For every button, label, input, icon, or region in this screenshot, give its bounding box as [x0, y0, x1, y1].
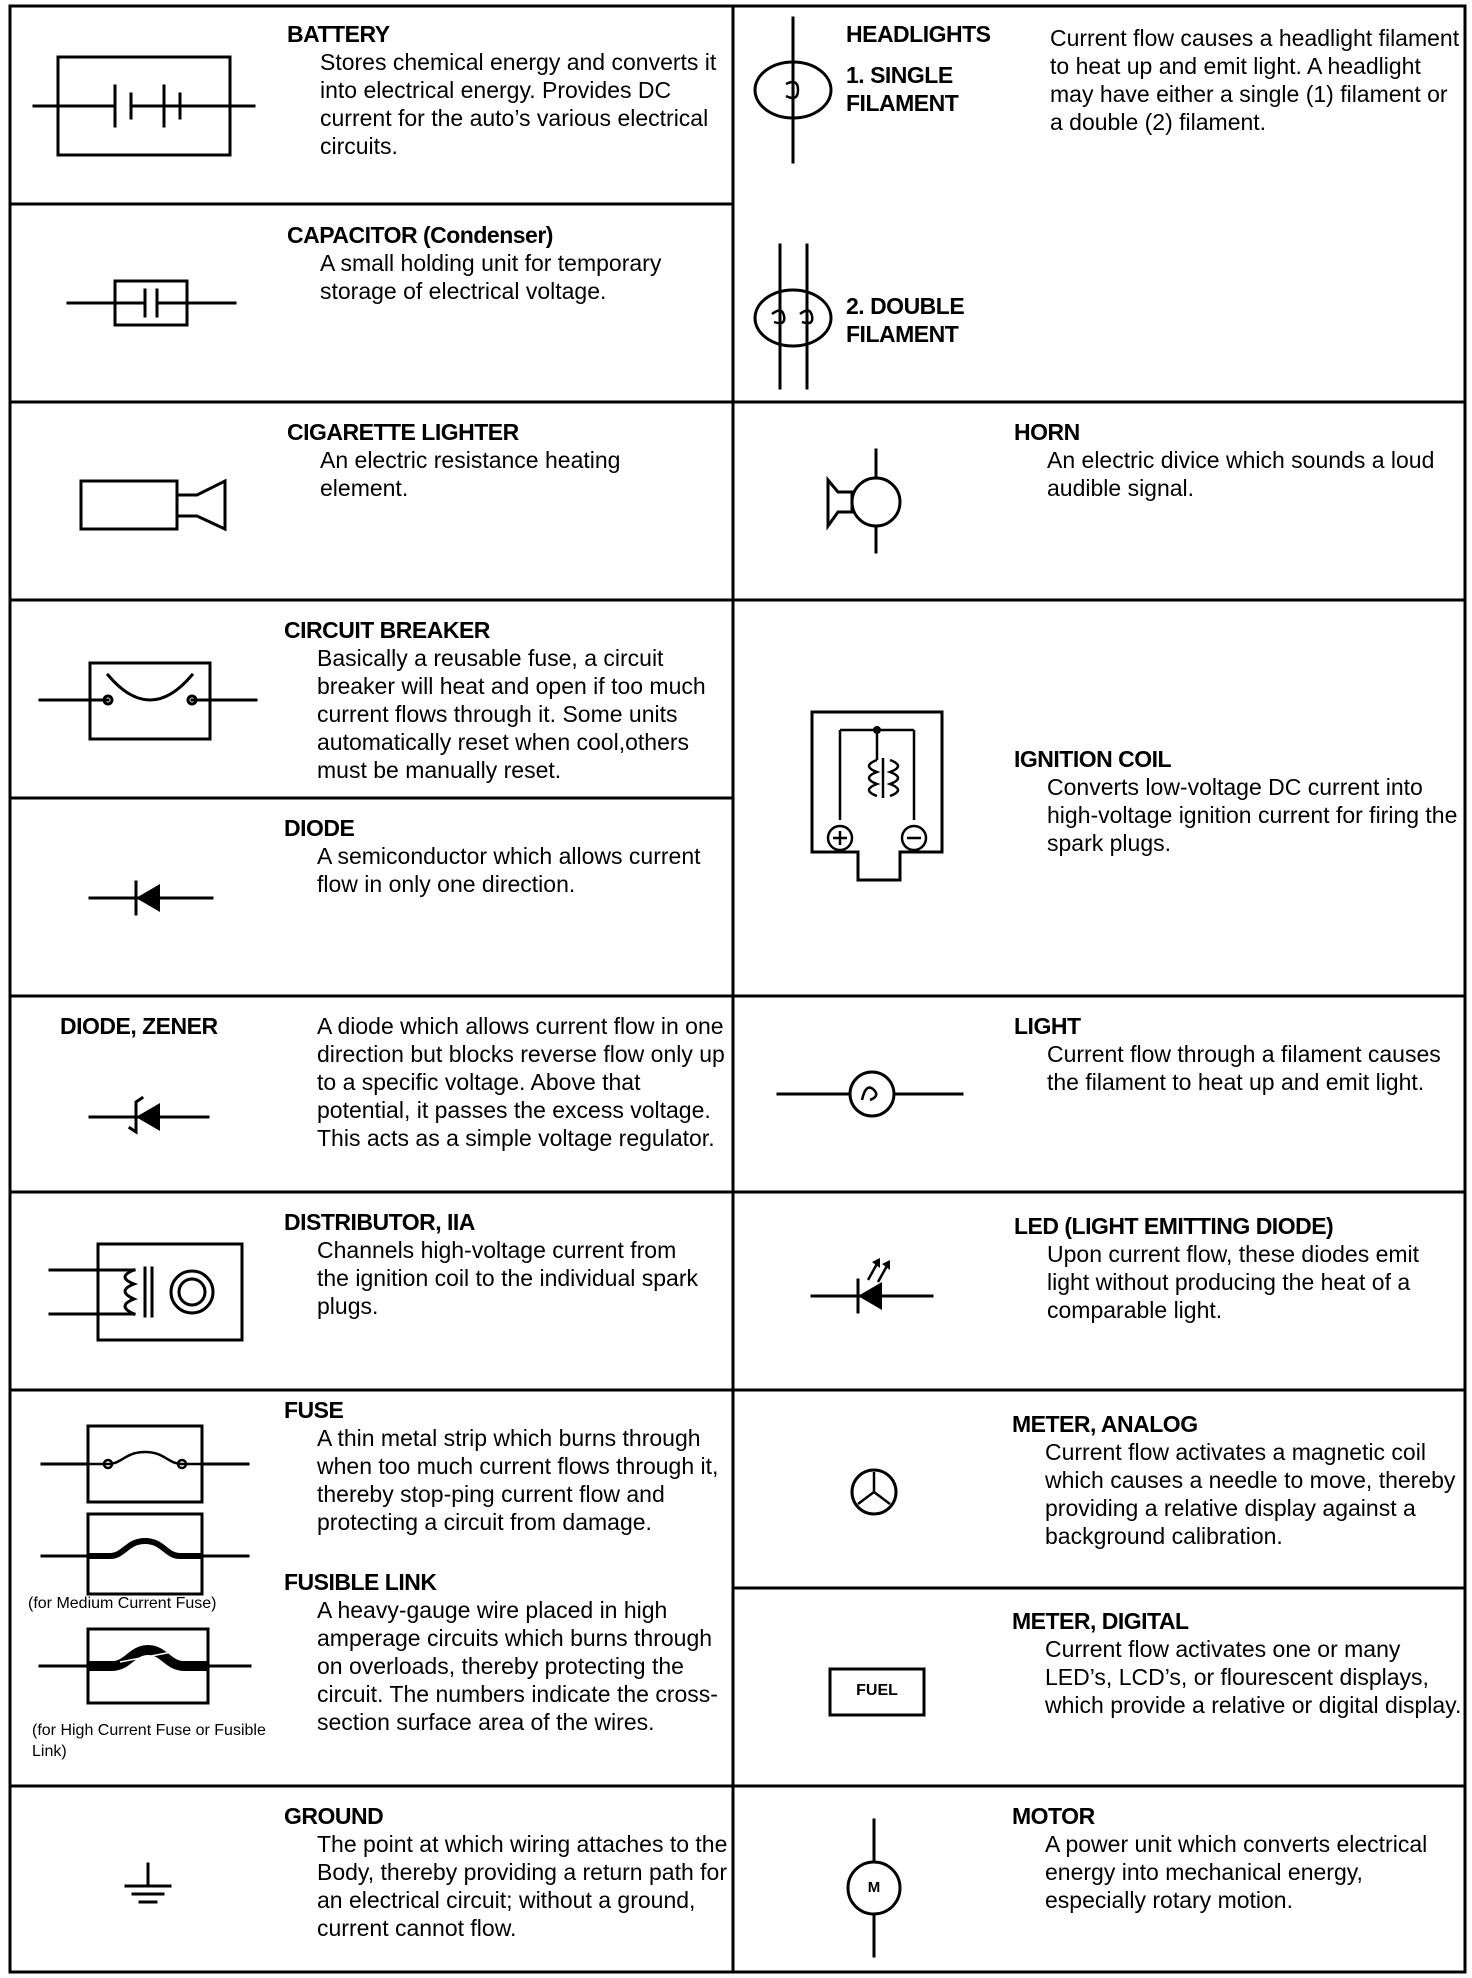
led-symbol — [812, 1258, 932, 1312]
motor-cell — [1012, 1802, 1462, 1914]
fusible-link-title: FUSIBLE LINK — [284, 1569, 437, 1595]
headlights-desc: Current flow causes a headlight filament to heat up and emit light. A headlight may have either a single (1) filament or a double (2) filament. — [1050, 25, 1460, 135]
distributor-cell — [284, 1208, 704, 1320]
ignition-coil-cell — [1014, 745, 1459, 857]
motor-title: MOTOR — [1012, 1803, 1095, 1829]
ground-title: GROUND — [284, 1803, 384, 1829]
distributor-desc: Channels high-voltage current from the ignition coil to the individual spark plugs. — [317, 1237, 699, 1319]
capacitor-title: CAPACITOR (Condenser) — [287, 222, 553, 248]
meter-digital-desc: Current flow activates one or many LED’s, LCD’s, or flourescent displays, which provide a relative or digital display. — [1045, 1636, 1462, 1718]
diode-title: DIODE — [284, 815, 355, 841]
meter-analog-title: METER, ANALOG — [1012, 1411, 1198, 1437]
headlight-double-label: 2. DOUBLE FILAMENT — [846, 293, 965, 347]
light-desc: Current flow through a filament causes the filament to heat up and emit light. — [1047, 1041, 1441, 1095]
light-cell — [1014, 1012, 1459, 1096]
ground-symbol — [126, 1864, 170, 1902]
battery-cell — [287, 20, 727, 160]
fuel-display-text: FUEL — [856, 1682, 898, 1699]
battery-symbol — [34, 57, 254, 155]
diode-symbol — [90, 882, 212, 914]
meter-analog-desc: Current flow activates a magnetic coil which causes a needle to move, thereby providing a relative display against a background calibration. — [1045, 1439, 1456, 1549]
headlight-double-symbol — [755, 245, 831, 388]
ignition-coil-symbol — [812, 712, 942, 880]
cigarette-lighter-cell — [287, 418, 717, 502]
meter-analog-cell — [1012, 1410, 1462, 1550]
fuse-high-caption: (for High Current Fuse or Fusible Link) — [32, 1722, 266, 1760]
meter-digital-title: METER, DIGITAL — [1012, 1608, 1189, 1634]
light-title: LIGHT — [1014, 1013, 1081, 1039]
fusible-link-desc: A heavy-gauge wire placed in high amperage circuits which burns through on overloads, thereby protecting the circuit. The numbers indicate the cross-section surface area of the wires. — [317, 1597, 718, 1735]
diode-desc: A semiconductor which allows current flow in only one direction. — [317, 843, 701, 897]
zener-diode-symbol — [90, 1098, 208, 1132]
fuse-desc: A thin metal strip which burns through when too much current flows through it, thereby stop-ping current flow and protecting a circuit from damage. — [317, 1425, 719, 1535]
fuse-title: FUSE — [284, 1397, 344, 1423]
meter-analog-symbol — [852, 1470, 896, 1514]
headlight-single-label: 1. SINGLE FILAMENT — [846, 62, 959, 116]
distributor-symbol — [50, 1244, 242, 1340]
capacitor-cell — [287, 221, 727, 305]
cigarette-lighter-desc: An electric resistance heating element. — [320, 447, 621, 501]
horn-desc: An electric divice which sounds a loud audible signal. — [1047, 447, 1435, 501]
ground-cell — [284, 1802, 730, 1942]
cigarette-lighter-title: CIGARETTE LIGHTER — [287, 419, 519, 445]
light-symbol — [778, 1072, 962, 1116]
diode-zener-desc: A diode which allows current flow in one direction but blocks reverse flow only up to a specific voltage. Above that potential, it passes the excess voltage. This acts as a simple voltage regulator. — [317, 1013, 725, 1151]
horn-symbol — [828, 450, 900, 552]
horn-cell — [1014, 418, 1459, 502]
battery-title: BATTERY — [287, 21, 390, 47]
headlight-single-symbol — [755, 18, 831, 162]
led-desc: Upon current flow, these diodes emit light without producing the heat of a comparable light. — [1047, 1241, 1420, 1323]
motor-desc: A power unit which converts electrical energy into mechanical energy, especially rotary motion. — [1045, 1831, 1428, 1913]
ignition-coil-desc: Converts low-voltage DC current into high-voltage ignition current for firing the spark plugs. — [1047, 774, 1458, 856]
circuit-breaker-title: CIRCUIT BREAKER — [284, 617, 490, 643]
fuse-symbol — [42, 1426, 248, 1502]
cigarette-lighter-symbol — [81, 481, 225, 529]
diode-zener-title: DIODE, ZENER — [60, 1013, 218, 1039]
led-title: LED (LIGHT EMITTING DIODE) — [1014, 1213, 1334, 1239]
headlights-title: HEADLIGHTS — [846, 21, 991, 47]
fuse-high-symbol — [40, 1629, 250, 1703]
fusible-link-cell — [284, 1568, 730, 1736]
circuit-breaker-cell — [284, 616, 730, 784]
circuit-breaker-desc: Basically a reusable fuse, a circuit breaker will heat and open if too much current flows through it. Some units automatically reset when cool,others must be manually reset. — [317, 645, 706, 783]
fuse-medium-symbol — [42, 1514, 248, 1594]
ground-desc: The point at which wiring attaches to the Body, thereby providing a return path for an electrical circuit; without a ground, current cannot flow. — [317, 1831, 728, 1941]
fuse-cell — [284, 1396, 730, 1536]
horn-title: HORN — [1014, 419, 1080, 445]
circuit-breaker-symbol — [40, 663, 256, 739]
ignition-coil-title: IGNITION COIL — [1014, 746, 1172, 772]
capacitor-symbol — [68, 281, 235, 325]
meter-digital-cell — [1012, 1607, 1462, 1719]
motor-symbol-letter: M — [867, 1879, 881, 1896]
diode-cell — [284, 814, 730, 898]
fuse-medium-caption: (for Medium Current Fuse) — [28, 1595, 217, 1612]
capacitor-desc: A small holding unit for temporary storage of electrical voltage. — [320, 250, 662, 304]
distributor-title: DISTRIBUTOR, IIA — [284, 1209, 475, 1235]
battery-desc: Stores chemical energy and converts it into electrical energy. Provides DC current for the auto’s various electrical circuits. — [320, 49, 717, 159]
led-cell — [1014, 1212, 1459, 1324]
